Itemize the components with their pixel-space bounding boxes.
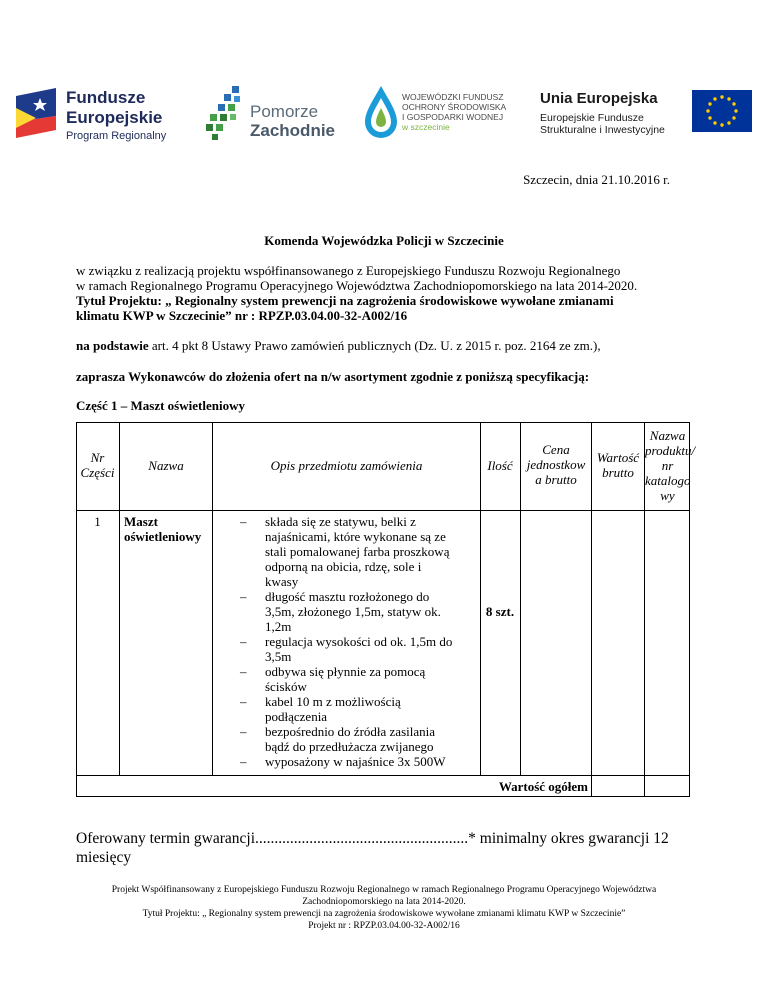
guarantee-line1: Oferowany termin gwarancji.......................................................* minimalny okres gwarancji 12 [76,830,669,847]
row-ilosc: 8 szt. [485,604,515,619]
project-title-line1: Tytuł Projektu: „ Regionalny system prewencji na zagrożenia środowiskowe wywołane zmianami [76,293,614,308]
unia-europejska-logo [540,84,756,144]
wf-water-drop-icon [362,84,400,142]
invitation-text: zaprasza Wykonawców do złożenia ofert na n/w asortyment zgodnie z poniższą specyfikacją: [76,369,590,384]
header-opis: Opis przedmiotu zamówienia [270,458,423,473]
organization-name: Komenda Wojewódzka Policji w Szczecinie [264,233,504,248]
header-nazwa: Nazwa [148,458,184,473]
list-item: – odbywa się płynnie za pomocą ścisków [240,664,426,694]
intro-paragraph [76,263,696,323]
pz-pixel-icon [204,84,248,142]
footer-line1: Projekt Współfinansowany z Europejskiego Funduszu Rozwoju Regionalnego w ramach Regionalnego Programu Operacyjnego Województwa [111,885,657,895]
intro-line2: w ramach Regionalnego Programu Operacyjnego Województwa Zachodniopomorskiego na lata 2014-2020. [76,278,638,293]
guarantee-text [76,829,694,867]
header-cena: Cena jednostkow a brutto [526,442,586,487]
row-nazwa: Maszt oświetleniowy [124,514,202,544]
guarantee-line2: miesięcy [76,849,132,866]
footer-line4: Projekt nr : RPZP.03.04.00-32-A002/16 [308,921,460,931]
fundusze-europejskie-logo [16,84,196,148]
legal-basis-bold: na podstawie [76,338,149,353]
footer-line2: Zachodniopomorskiego na lata 2014-2020. [302,897,466,907]
ue-line1: Unia Europejska [540,90,658,107]
total-label: Wartość ogółem [498,779,588,794]
row-nr: 1 [94,514,101,529]
header-ilosc: Ilość [487,458,513,473]
fe-star-flag-icon [16,88,66,148]
intro-line1: w związku z realizacją projektu współfinansowanego z Europejskiego Funduszu Rozwoju Regionalnego [76,263,621,278]
specification-table [76,422,696,797]
wf-line3: I GOSPODARKI WODNEJ [402,112,504,122]
list-item: – kabel 10 m z możliwością podłączenia [240,694,401,724]
logo-bar [0,78,768,148]
list-item: – regulacja wysokości od ok. 1,5m do 3,5m [240,634,453,664]
wf-line4: w szczecinie [402,122,450,132]
part-heading: Część 1 – Maszt oświetleniowy [76,398,245,413]
fe-line2: Europejskie [66,108,163,127]
list-item: – składa się ze statywu, belki z najaśnicami, które wykonane są ze stali pomalowanej farba proszkową odporną na obicia, rdzę, sole i kwasy [240,514,450,589]
ue-line3: Strukturalne i Inwestycyjne [540,124,665,136]
list-item: – długość masztu rozłożonego do 3,5m, złożonego 1,5m, statyw ok. 1,2m [240,589,441,634]
header-nr-czesci: Nr Części [80,450,115,480]
wfosigw-logo [362,82,538,146]
pz-line2: Zachodnie [250,121,336,140]
legal-basis [76,338,696,353]
footer-line3: Tytuł Projektu: „ Regionalny system prewencji na zagrożenia środowiskowe wywołane zmianami klimatu KWP w Szczecinie” [142,909,626,919]
legal-basis-text: art. 4 pkt 8 Ustawy Prawo zamówień publicznych (Dz. U. z 2015 r. poz. 2164 ze zm.), [148,338,601,353]
list-item: – bezpośrednio do źródła zasilania bądź do przedłużacza zwijanego [240,724,436,754]
fe-line1: Fundusze [66,88,146,107]
pomorze-zachodnie-logo [204,82,344,146]
wf-line1: WOJEWÓDZKI FUNDUSZ [402,92,504,102]
description-list [240,514,480,769]
header-nazwa-produktu: Nazwa produktu/ nr katalogo wy [645,428,696,503]
ue-line2: Europejskie Fundusze [540,112,644,124]
header-wartosc: Wartość brutto [596,450,640,480]
pz-line1: Pomorze [250,102,319,121]
wf-line2: OCHRONY ŚRODOWISKA [402,102,507,112]
page-footer [0,884,768,932]
document-date: Szczecin, dnia 21.10.2016 r. [523,172,670,187]
project-title-line2: klimatu KWP w Szczecinie” nr : RPZP.03.04.00-32-A002/16 [76,308,408,323]
list-item: – wyposażony w najaśnice 3x 500W [240,754,446,769]
eu-flag-icon [692,90,752,132]
row-opis [240,514,480,769]
fe-line3: Program Regionalny [66,130,167,142]
